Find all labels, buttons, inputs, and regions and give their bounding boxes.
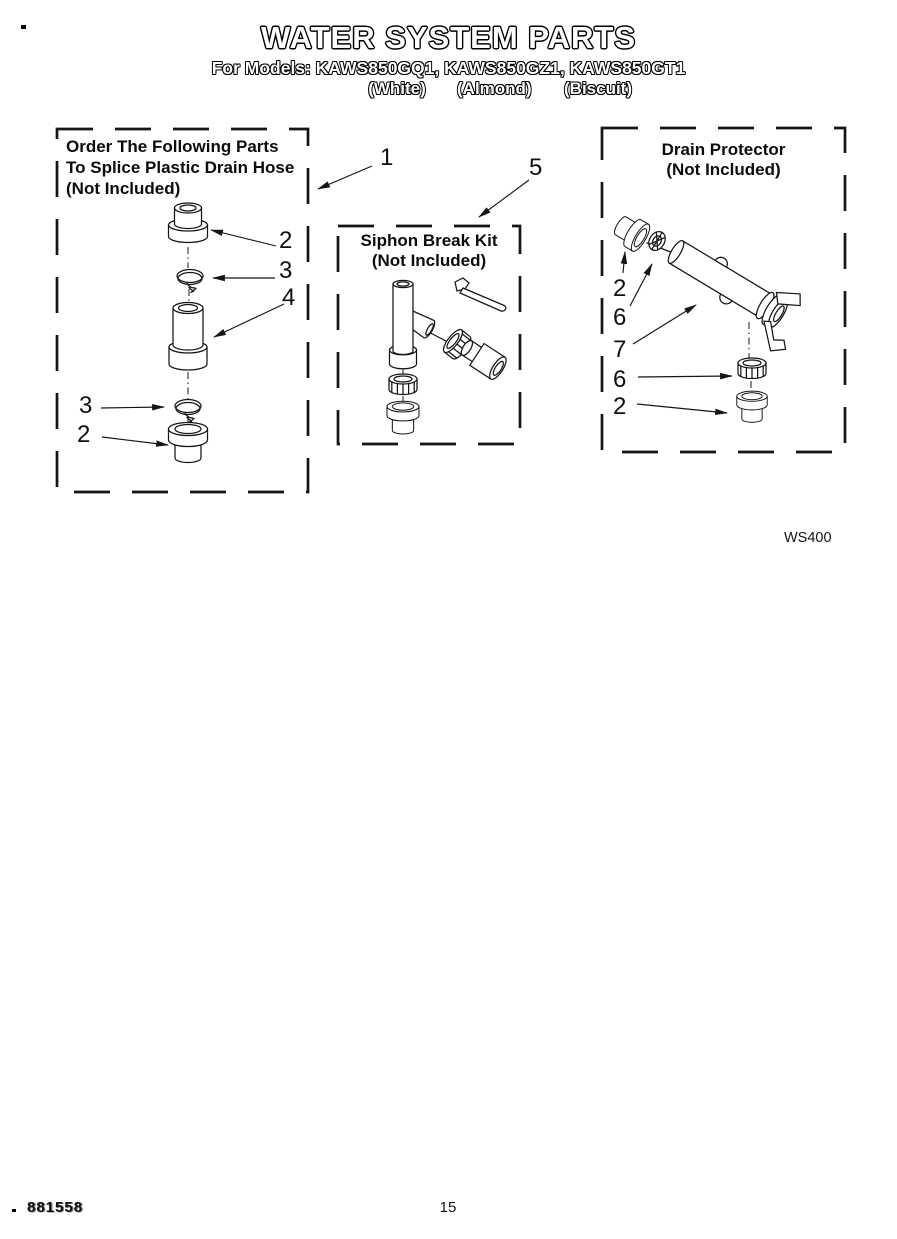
hose-connector-drawing [169, 303, 207, 371]
wire-clamp-drawing [177, 270, 203, 293]
color-label-white: (White) [368, 79, 426, 98]
color-label-biscuit: (Biscuit) [564, 79, 632, 98]
models-line: For Models: KAWS850GQ1, KAWS850GZ1, KAWS850GT1 [211, 58, 686, 78]
standpipe-drawing [390, 280, 417, 368]
callout-splice-top-clamp: 3 [279, 257, 293, 284]
splice-box-title-line2: To Splice Plastic Drain Hose [66, 158, 295, 177]
callout-drain-top-coupling: 2 [613, 275, 627, 302]
hose-coupling-drawing [169, 423, 208, 463]
callout-splice-connector: 4 [282, 284, 296, 311]
drain-box-title [602, 140, 845, 180]
hose-coupling-drawing [610, 211, 653, 254]
callout-splice-bottom-clamp: 3 [79, 392, 93, 419]
callout-splice-box: 1 [380, 144, 394, 171]
splice-box-title-line1: Order The Following Parts [66, 137, 279, 156]
callout-drain-body: 7 [613, 336, 627, 363]
callout-siphon-kit: 5 [529, 154, 543, 181]
siphon-kit-drawing [387, 278, 509, 434]
siphon-box-title-line2: (Not Included) [371, 251, 487, 270]
siphon-box-title [338, 231, 520, 271]
callout-drain-bottom-clamp: 6 [613, 366, 627, 393]
drain-box-title-line1: Drain Protector [661, 140, 786, 159]
callout-drain-top-clamp: 6 [613, 304, 627, 331]
drain-protector-body-drawing [654, 226, 814, 357]
drain-box-title-line2: (Not Included) [666, 160, 781, 179]
splice-box-title [66, 136, 304, 199]
callout-splice-top-coupling: 2 [279, 227, 293, 254]
wire-clamp-drawing [175, 400, 201, 423]
callout-drain-bottom-coupling: 2 [613, 393, 627, 420]
clamp-ring-drawing [389, 374, 417, 395]
hose-coupling-drawing [387, 401, 419, 434]
cable-tie-drawing [455, 278, 506, 311]
clamp-ring-drawing [738, 358, 766, 379]
splice-exploded-drawing [169, 203, 208, 463]
drain-protector-drawing [610, 211, 814, 423]
page-number: 15 [439, 1199, 457, 1216]
document-number: 881558 [27, 1199, 84, 1216]
color-label-almond: (Almond) [457, 79, 532, 98]
callout-splice-bottom-coupling: 2 [77, 421, 91, 448]
splice-box-title-line3: (Not Included) [66, 179, 181, 198]
hose-coupling-drawing [169, 203, 208, 243]
siphon-box-title-line1: Siphon Break Kit [360, 231, 498, 250]
figure-code: WS400 [784, 530, 832, 546]
hose-coupling-drawing [737, 391, 767, 422]
page-title: WATER SYSTEM PARTS [260, 20, 637, 55]
